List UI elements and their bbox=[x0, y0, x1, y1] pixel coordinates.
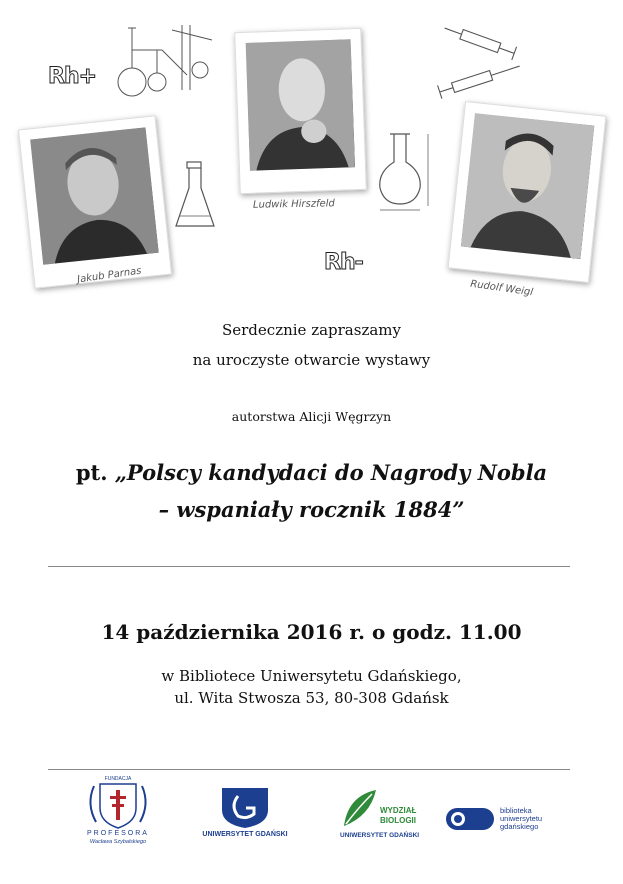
syringes-drawing bbox=[432, 22, 528, 102]
exhibition-author: autorstwa Alicji Węgrzyn bbox=[231, 409, 392, 424]
distillation-apparatus-drawing bbox=[112, 20, 217, 105]
title-text: „Polscy kandydaci do Nagrody Nobla bbox=[114, 460, 548, 485]
wydzial-biologii-logo bbox=[340, 786, 420, 846]
biblioteka-emblem-icon bbox=[444, 805, 496, 833]
caption-hirszfeld: Ludwik Hirszfeld bbox=[252, 198, 335, 211]
erlenmeyer-flask-drawing bbox=[172, 160, 218, 232]
rh-plus-label: Rh+ bbox=[48, 64, 97, 89]
title-prefix: pt. bbox=[75, 460, 115, 485]
ug-emblem-icon bbox=[200, 784, 290, 830]
biblioteka-line-2: uniwersytetu bbox=[500, 814, 543, 823]
uniwersytet-gdanski-logo bbox=[200, 784, 290, 844]
divider bbox=[48, 769, 570, 770]
portrait-image bbox=[30, 127, 159, 264]
round-flask-drawing bbox=[374, 128, 436, 214]
portrait-jakub-parnas bbox=[18, 115, 172, 289]
event-place-line-1: w Bibliotece Uniwersytetu Gdańskiego, bbox=[161, 667, 462, 685]
event-date: 14 października 2016 r. o godz. 11.00 bbox=[101, 620, 522, 644]
fundacja-name: PROFESORA bbox=[87, 830, 149, 837]
biologia-line-1: WYDZIAŁ bbox=[380, 806, 417, 815]
biblioteka-line-3: gdańskiego bbox=[500, 822, 539, 831]
exhibition-title-line-2: – wspaniały rocznik 1884” bbox=[158, 497, 465, 522]
biologia-line-2: BIOLOGII bbox=[380, 816, 416, 825]
biologia-leaf-icon bbox=[340, 786, 380, 830]
exhibition-title-line-1 bbox=[0, 460, 623, 485]
invitation-line-2: na uroczyste otwarcie wystawy bbox=[192, 351, 431, 369]
fundacja-szybalskiego-logo bbox=[82, 778, 154, 848]
event-place-line-2: ul. Wita Stwosza 53, 80-308 Gdańsk bbox=[174, 689, 449, 707]
portrait-ludwik-hirszfeld bbox=[234, 28, 367, 194]
caption-parnas: Jakub Parnas bbox=[76, 265, 143, 286]
fundacja-emblem-icon bbox=[82, 778, 154, 830]
biologia-line-3: UNIWERSYTET GDAŃSKI bbox=[340, 832, 420, 839]
caption-weigl: Rudolf Weigl bbox=[469, 278, 534, 299]
rh-minus-label: Rh- bbox=[324, 250, 363, 275]
divider bbox=[48, 566, 570, 567]
biblioteka-line-1: biblioteka bbox=[500, 806, 532, 815]
biblioteka-ug-logo bbox=[444, 805, 574, 835]
portrait-image bbox=[246, 39, 355, 171]
portrait-rudolf-weigl bbox=[448, 101, 607, 283]
portrait-image bbox=[461, 113, 594, 259]
ug-name: UNIWERSYTET GDAŃSKI bbox=[202, 831, 288, 838]
invitation-line-1: Serdecznie zapraszamy bbox=[221, 321, 401, 339]
fundacja-sub: Wacława Szybalskiego bbox=[89, 839, 147, 845]
fundacja-top-label: FUNDACJA bbox=[104, 776, 132, 782]
